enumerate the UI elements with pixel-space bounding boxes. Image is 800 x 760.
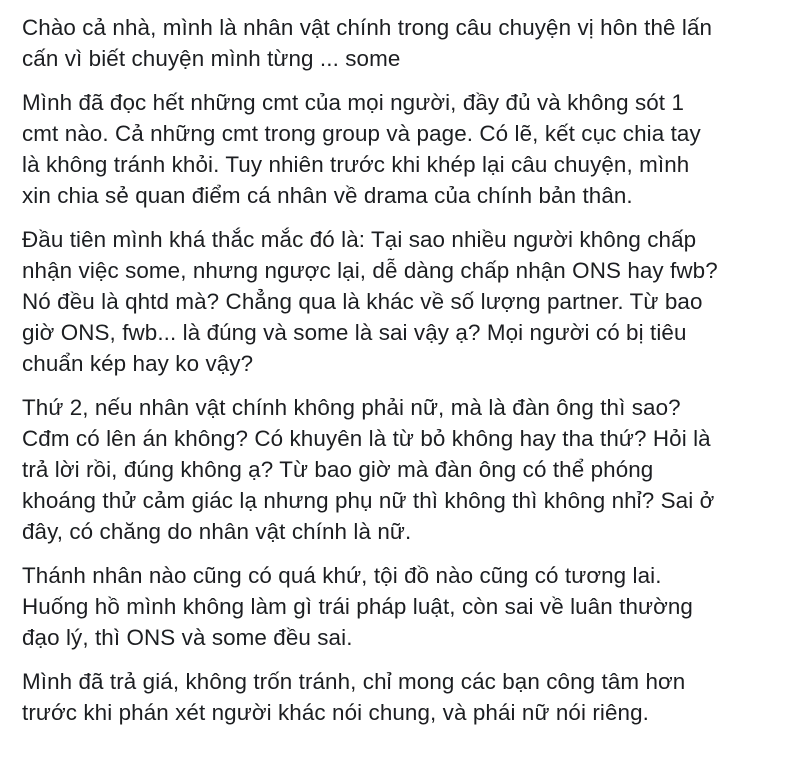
post-line: khoáng thử cảm giác lạ nhưng phụ nữ thì không thì không nhỉ? Sai ở [22,488,715,513]
post-line: Cđm có lên án không? Có khuyên là từ bỏ không hay tha thứ? Hỏi là [22,426,711,451]
post-line: Mình đã đọc hết những cmt của mọi người, đầy đủ và không sót 1 [22,90,685,115]
post-paragraph [22,87,770,211]
post-line: là không tránh khỏi. Tuy nhiên trước khi khép lại câu chuyện, mình [22,152,690,177]
post-line: đây, có chăng do nhân vật chính là nữ. [22,519,412,544]
post-paragraph [22,560,770,653]
post-line: Chào cả nhà, mình là nhân vật chính trong câu chuyện vị hôn thê lấn [22,15,713,40]
post-line: trước khi phán xét người khác nói chung, và phái nữ nói riêng. [22,700,649,725]
post-line: Thánh nhân nào cũng có quá khứ, tội đồ nào cũng có tương lai. [22,563,662,588]
post-paragraph [22,392,770,547]
post-line: cmt nào. Cả những cmt trong group và page. Có lẽ, kết cục chia tay [22,121,701,146]
post-line: nhận việc some, nhưng ngược lại, dễ dàng chấp nhận ONS hay fwb? [22,258,718,283]
post-line: chuẩn kép hay ko vậy? [22,351,254,376]
post-line: xin chia sẻ quan điểm cá nhân về drama của chính bản thân. [22,183,633,208]
post-line: Mình đã trả giá, không trốn tránh, chỉ mong các bạn công tâm hơn [22,669,686,694]
post-paragraph [22,666,770,728]
post-line: Huống hồ mình không làm gì trái pháp luật, còn sai về luân thường [22,594,693,619]
post-line: Đầu tiên mình khá thắc mắc đó là: Tại sao nhiều người không chấp [22,227,697,252]
post-line: đạo lý, thì ONS và some đều sai. [22,625,353,650]
post-line: trả lời rồi, đúng không ạ? Từ bao giờ mà đàn ông có thể phóng [22,457,654,482]
post-line: giờ ONS, fwb... là đúng và some là sai vậy ạ? Mọi người có bị tiêu [22,320,687,345]
post-line: Nó đều là qhtd mà? Chẳng qua là khác về số lượng partner. Từ bao [22,289,703,314]
post-line: cấn vì biết chuyện mình từng ... some [22,46,401,71]
post-paragraph [22,224,770,379]
post-paragraph [22,12,770,74]
post-line: Thứ 2, nếu nhân vật chính không phải nữ, mà là đàn ông thì sao? [22,395,681,420]
